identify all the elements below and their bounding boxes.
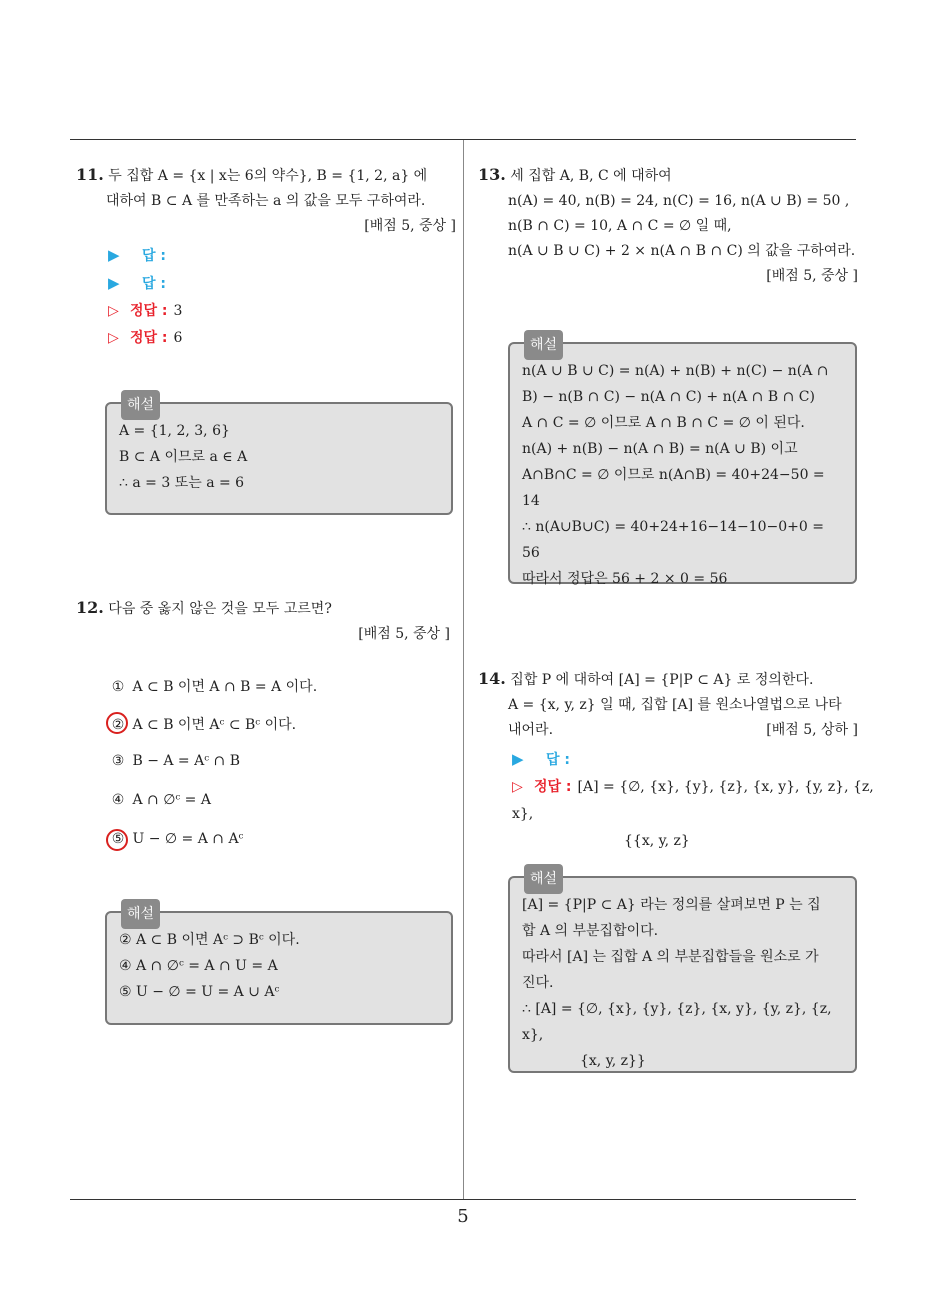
- solution-line: B) − n(B ∩ C) − n(A ∩ C) + n(A ∩ B ∩ C): [522, 389, 815, 405]
- correct-label: 정답 :: [130, 303, 168, 319]
- solution-tag: 해설: [524, 864, 563, 894]
- score-label: [배점 5, 중상 ]: [364, 218, 456, 234]
- solution-line: A∩B∩C = ∅ 이므로 n(A∩B) = 40+24−50 =: [522, 467, 825, 483]
- choice-2: ② A ⊂ B 이면 Aᶜ ⊂ Bᶜ 이다.: [111, 717, 297, 733]
- score-label: [배점 5, 중상 ]: [766, 268, 858, 284]
- correct-value: 6: [173, 330, 183, 346]
- solution-line: ∴ a = 3 또는 a = 6: [119, 475, 245, 491]
- correct-value: [A] = {∅, {x}, {y}, {z}, {x, y}, {y, z}, {z, x},: [512, 779, 874, 822]
- choice-3: ③ B − A = Aᶜ ∩ B: [111, 753, 240, 769]
- outline-triangle-icon: ▷: [512, 779, 523, 795]
- correct-label: 정답 :: [130, 330, 168, 346]
- choice-1: ① A ⊂ B 이면 A ∩ B = A 이다.: [111, 679, 318, 695]
- question-11: [76, 162, 456, 239]
- solution-line: n(A ∪ B ∪ C) = n(A) + n(B) + n(C) − n(A ∩: [522, 363, 829, 379]
- question-text-line: 세 집합 A, B, C 에 대하여: [510, 168, 672, 184]
- solution-line: n(A) + n(B) − n(A ∩ B) = n(A ∪ B) 이고: [522, 441, 798, 457]
- answer-label: 답 :: [142, 248, 166, 264]
- question-13: [478, 162, 858, 289]
- solution-line: ∴ [A] = {∅, {x}, {y}, {z}, {x, y}, {y, z}, {z, x},: [522, 1001, 832, 1043]
- answer-block-11: [108, 242, 182, 352]
- question-12: [76, 595, 450, 647]
- solution-line: [A] = {P|P ⊂ A} 라는 정의를 살펴보면 P 는 집: [522, 897, 821, 913]
- solution-line: A ∩ C = ∅ 이므로 A ∩ B ∩ C = ∅ 이 된다.: [522, 415, 805, 431]
- question-text-line: A = {x, y, z} 일 때, 집합 [A] 를 원소나열법으로 나타: [508, 697, 842, 713]
- question-number: 12.: [76, 598, 104, 617]
- solution-line: ② A ⊂ B 이면 Aᶜ ⊃ Bᶜ 이다.: [119, 932, 300, 948]
- bottom-rule: [70, 1199, 856, 1200]
- solution-line: ∴ n(A∪B∪C) = 40+24+16−14−10−0+0 = 56: [522, 519, 824, 561]
- column-divider: [463, 140, 464, 1200]
- question-number: 13.: [478, 165, 506, 184]
- choice-4: ④ A ∩ ∅ᶜ = A: [111, 792, 211, 808]
- solution-line: 따라서 정답은 56 + 2 × 0 = 56: [522, 571, 728, 587]
- solution-box-14: [508, 871, 857, 1073]
- choice-5: ⑤ U − ∅ = A ∩ Aᶜ: [111, 831, 244, 847]
- correct-value: 3: [173, 303, 183, 319]
- question-number: 14.: [478, 669, 506, 688]
- question-text-line: n(A ∪ B ∪ C) + 2 × n(A ∩ B ∩ C) 의 값을 구하여라.: [508, 243, 856, 259]
- solution-line: A = {1, 2, 3, 6}: [119, 423, 230, 439]
- solution-line: ⑤ U − ∅ = U = A ∪ Aᶜ: [119, 984, 280, 1000]
- answer-label: 답 :: [546, 752, 570, 768]
- solution-line: 합 A 의 부분집합이다.: [522, 923, 659, 939]
- solution-line: 14: [522, 493, 540, 509]
- solution-tag: 해설: [121, 899, 160, 929]
- question-14: [478, 666, 858, 743]
- question-number: 11.: [76, 165, 104, 184]
- outline-triangle-icon: ▷: [108, 303, 119, 319]
- solution-line: 따라서 [A] 는 집합 A 의 부분집합들을 원소로 가: [522, 949, 819, 965]
- outline-triangle-icon: ▷: [108, 330, 119, 346]
- solution-line: {x, y, z}}: [580, 1053, 646, 1069]
- play-triangle-icon: ▶: [108, 274, 120, 292]
- question-text-line: 대하여 B ⊂ A 를 만족하는 a 의 값을 모두 구하여라.: [106, 193, 426, 209]
- solution-line: 진다.: [522, 975, 554, 991]
- play-triangle-icon: ▶: [108, 246, 120, 264]
- solution-box-11: [105, 397, 453, 515]
- answer-block-14: [512, 746, 886, 855]
- solution-tag: 해설: [524, 330, 563, 360]
- selected-circle-mark: [106, 829, 128, 851]
- selected-circle-mark: [106, 712, 128, 734]
- correct-label: 정답 :: [534, 779, 572, 795]
- question-text-line: 집합 P 에 대하여 [A] = {P|P ⊂ A} 로 정의한다.: [510, 672, 814, 688]
- answer-label: 답 :: [142, 276, 166, 292]
- score-label: [배점 5, 상하 ]: [766, 722, 858, 738]
- question-text-line: 내어라.: [508, 722, 554, 738]
- page-number: 5: [457, 1206, 469, 1227]
- solution-tag: 해설: [121, 390, 160, 420]
- play-triangle-icon: ▶: [512, 750, 524, 768]
- question-text-line: 두 집합 A = {x | x는 6의 약수}, B = {1, 2, a} 에: [108, 168, 428, 184]
- question-text-line: n(B ∩ C) = 10, A ∩ C = ∅ 일 때,: [508, 218, 732, 234]
- solution-box-12: [105, 906, 453, 1025]
- solution-box-13: [508, 337, 857, 587]
- question-text-line: n(A) = 40, n(B) = 24, n(C) = 16, n(A ∪ B) = 50 ,: [508, 193, 850, 209]
- question-text: 다음 중 옳지 않은 것을 모두 고르면?: [108, 601, 332, 617]
- correct-value: {{x, y, z}: [624, 833, 690, 849]
- solution-line: ④ A ∩ ∅ᶜ = A ∩ U = A: [119, 958, 278, 974]
- solution-line: B ⊂ A 이므로 a ∈ A: [119, 449, 248, 465]
- score-label: [배점 5, 중상 ]: [358, 626, 450, 642]
